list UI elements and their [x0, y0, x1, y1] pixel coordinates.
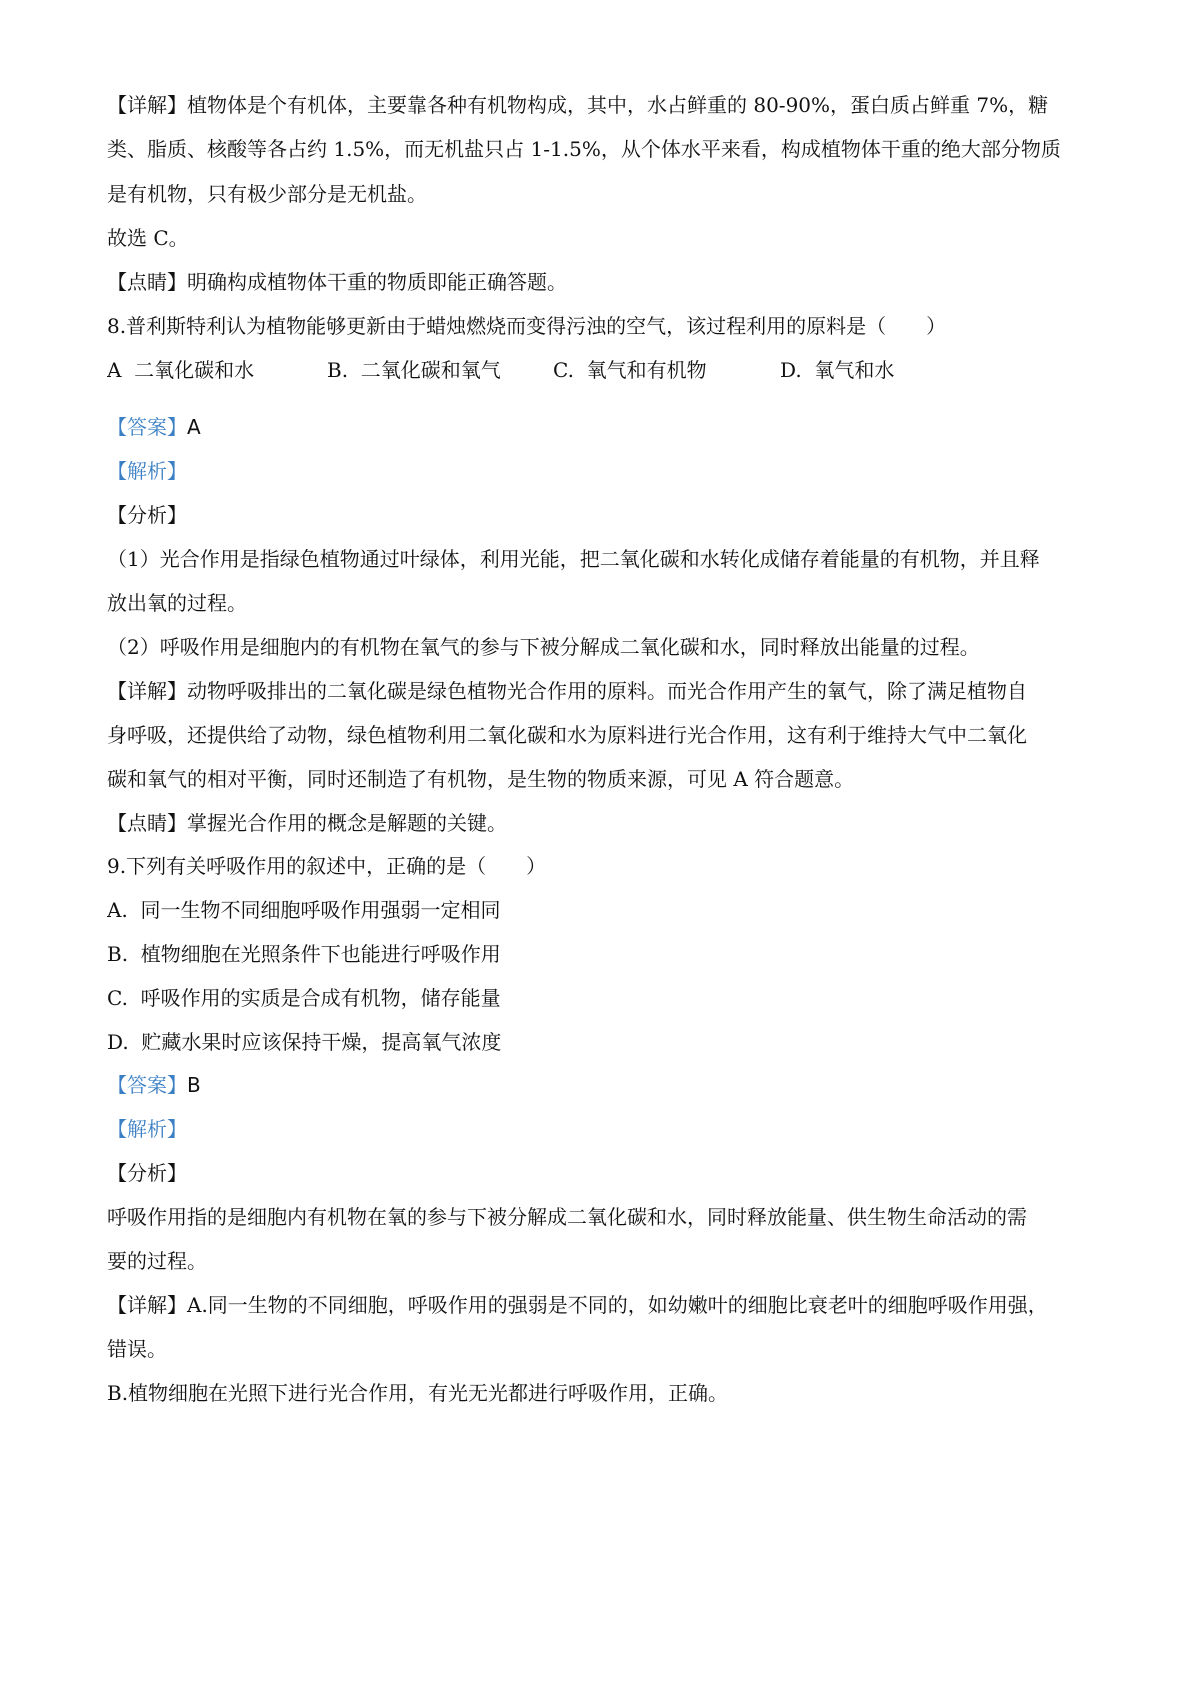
- q9-detail-line-1: [107, 1292, 1103, 1318]
- q8-tip-tag: 【点睛】: [107, 811, 187, 835]
- q8-detail-line-3: 碳和氧气的相对平衡，同时还制造了有机物，是生物的物质来源，可见 A 符合题意。: [107, 767, 855, 791]
- q8-detail-tag: 【详解】: [107, 679, 187, 703]
- q8-option-d: [780, 357, 894, 383]
- q9-stem: 9.下列有关呼吸作用的叙述中，正确的是（ ）: [107, 854, 547, 878]
- q9-option-c: [107, 985, 1103, 1011]
- q9-fenxi-line-2: 要的过程。: [107, 1249, 207, 1273]
- q9-detail-line-3: B.植物细胞在光照下进行光合作用，有光无光都进行呼吸作用，正确。: [107, 1381, 729, 1405]
- q9-option-d: [107, 1029, 1103, 1055]
- q9-option-b-label: B.: [107, 942, 129, 966]
- q8-fenxi-tag: 【分析】: [107, 503, 187, 527]
- q8-answer-value: A: [187, 415, 201, 439]
- q9-answer: [107, 1072, 1103, 1098]
- q7-detail-line-3: 是有机物，只有极少部分是无机盐。: [107, 182, 427, 206]
- q8-option-a-label: A: [107, 358, 122, 382]
- q9-detail-line-2: 错误。: [107, 1337, 167, 1361]
- q8-detail-line-1: [107, 678, 1103, 704]
- q9-answer-value: B: [187, 1073, 201, 1097]
- q9-detail-text-1: A.同一生物的不同细胞，呼吸作用的强弱是不同的，如幼嫩叶的细胞比衰老叶的细胞呼吸作用强，: [187, 1293, 1048, 1317]
- q9-option-c-label: C.: [107, 986, 128, 1010]
- q9-option-a: [107, 897, 1103, 923]
- q8-option-b-text: 二氧化碳和氧气: [360, 358, 501, 382]
- q7-tip-text: 明确构成植物体干重的物质即能正确答题。: [187, 270, 567, 294]
- q8-tip: [107, 810, 1103, 836]
- q9-answer-tag: 【答案】: [107, 1073, 187, 1097]
- q9-option-b: [107, 941, 1103, 967]
- q7-detail-tag: 【详解】: [107, 93, 187, 117]
- q8-detail-text-1: 动物呼吸排出的二氧化碳是绿色植物光合作用的原料。而光合作用产生的氧气，除了满足植物自: [187, 679, 1027, 703]
- q8-option-a-text: 二氧化碳和水: [134, 358, 255, 382]
- q9-detail-tag: 【详解】: [107, 1293, 187, 1317]
- q9-fenxi-tag: 【分析】: [107, 1161, 187, 1185]
- q8-option-c-text: 氧气和有机物: [586, 358, 707, 382]
- q8-option-a: [107, 357, 254, 383]
- q8-option-b-label: B.: [327, 358, 349, 382]
- q8-option-c: [553, 357, 707, 383]
- q8-tip-text: 掌握光合作用的概念是解题的关键。: [187, 811, 507, 835]
- q8-analysis-tag: 【解析】: [107, 459, 187, 483]
- q9-option-d-text: 贮藏水果时应该保持干燥，提高氧气浓度: [141, 1030, 502, 1054]
- q8-answer-tag: 【答案】: [107, 415, 187, 439]
- q9-option-a-label: A.: [107, 898, 128, 922]
- q7-tip: [107, 269, 1103, 295]
- q9-analysis-tag: 【解析】: [107, 1117, 187, 1141]
- q9-option-c-text: 呼吸作用的实质是合成有机物，储存能量: [140, 986, 501, 1010]
- q8-answer: [107, 414, 1103, 440]
- q9-option-a-text: 同一生物不同细胞呼吸作用强弱一定相同: [140, 898, 501, 922]
- q8-option-b: [327, 357, 501, 383]
- q9-option-b-text: 植物细胞在光照条件下也能进行呼吸作用: [140, 942, 501, 966]
- q7-detail-line-2: 类、脂质、核酸等各占约 1.5%，而无机盐只占 1-1.5%，从个体水平来看，构成植物体干重的绝大部分物质: [107, 137, 1061, 161]
- q8-fenxi-1-line-1: （1）光合作用是指绿色植物通过叶绿体，利用光能，把二氧化碳和水转化成储存着能量的有机物，并且释: [107, 547, 1040, 571]
- q8-detail-line-2: 身呼吸，还提供给了动物，绿色植物利用二氧化碳和水为原料进行光合作用，这有利于维持大气中二氧化: [107, 723, 1027, 747]
- q7-detail-line-1: [107, 92, 1103, 118]
- q8-fenxi-1-line-2: 放出氧的过程。: [107, 591, 247, 615]
- q7-detail-text-1: 植物体是个有机体，主要靠各种有机物构成，其中，水占鲜重的 80-90%，蛋白质占鲜重 7%，糖: [187, 93, 1049, 117]
- q8-fenxi-2: （2）呼吸作用是细胞内的有机物在氧气的参与下被分解成二氧化碳和水，同时释放出能量的过程。: [107, 635, 980, 659]
- q7-tip-tag: 【点睛】: [107, 270, 187, 294]
- q8-stem: 8.普利斯特利认为植物能够更新由于蜡烛燃烧而变得污浊的空气，该过程利用的原料是（ ）: [107, 314, 947, 338]
- q8-options: [107, 357, 1103, 383]
- q8-option-d-label: D.: [780, 358, 802, 382]
- q9-option-d-label: D.: [107, 1030, 129, 1054]
- q7-choose: 故选 C。: [107, 226, 189, 250]
- q8-option-d-text: 氧气和水: [814, 358, 895, 382]
- q8-option-c-label: C.: [553, 358, 574, 382]
- q9-fenxi-line-1: 呼吸作用指的是细胞内有机物在氧的参与下被分解成二氧化碳和水，同时释放能量、供生物生命活动的需: [107, 1205, 1027, 1229]
